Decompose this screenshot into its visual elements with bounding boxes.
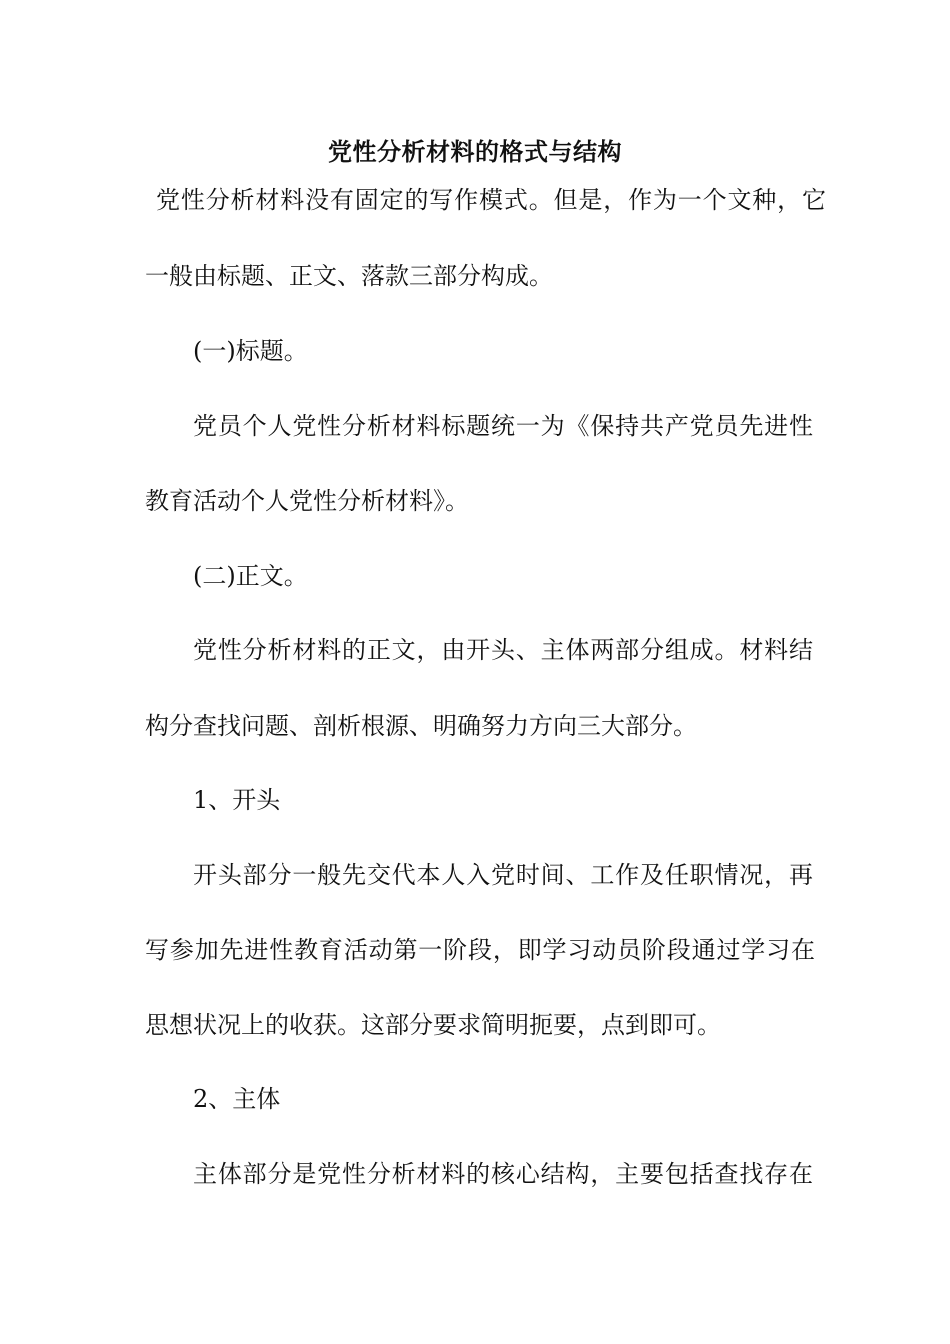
paragraph-line: 主体部分是党性分析材料的核心结构，主要包括查找存在 xyxy=(193,1160,813,1188)
paragraph-line: 一般由标题、正文、落款三部分构成。 xyxy=(145,262,553,290)
paragraph-line: 思想状况上的收获。这部分要求简明扼要，点到即可。 xyxy=(145,1011,721,1039)
paragraph-line: 党性分析材料没有固定的写作模式。但是，作为一个文种，它 xyxy=(156,186,826,214)
paragraph-line: 教育活动个人党性分析材料》。 xyxy=(145,487,469,515)
subsection-heading: 2、主体 xyxy=(193,1085,281,1113)
document-title: 党性分析材料的格式与结构 xyxy=(328,137,622,166)
subsection-heading: 1、开头 xyxy=(193,786,281,814)
paragraph-line: 构分查找问题、剖析根源、明确努力方向三大部分。 xyxy=(145,712,697,740)
paragraph-line: 党性分析材料的正文，由开头、主体两部分组成。材料结 xyxy=(193,636,813,664)
section-heading: (一)标题。 xyxy=(193,337,308,365)
paragraph-line: 开头部分一般先交代本人入党时间、工作及任职情况，再 xyxy=(193,861,813,889)
paragraph-line: 写参加先进性教育活动第一阶段，即学习动员阶段通过学习在 xyxy=(145,936,815,964)
section-heading: (二)正文。 xyxy=(193,562,308,590)
paragraph-line: 党员个人党性分析材料标题统一为《保持共产党员先进性 xyxy=(193,412,813,440)
